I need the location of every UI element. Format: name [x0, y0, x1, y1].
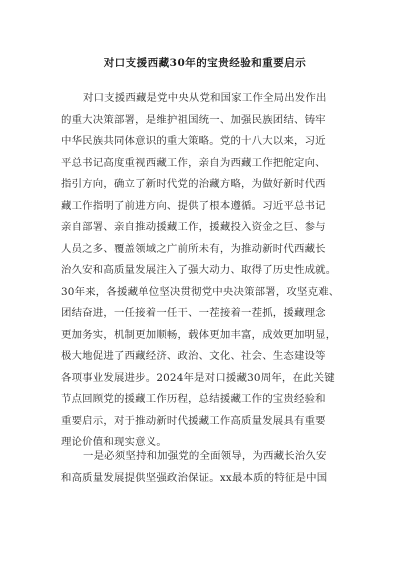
paragraph-line: 治久安和高质量发展注入了强大动力、取得了历史性成就。	[61, 264, 337, 276]
paragraph-line: 各项事业发展进步。2024年是对口援藏30周年，在此关键	[61, 371, 335, 384]
paragraph-1	[61, 88, 351, 454]
paragraph-line: 极大地促进了西藏经济、政治、文化、社会、生态建设等	[61, 350, 326, 362]
paragraph-line: 30年来，各援藏单位坚决贯彻党中央决策部署，攻坚克难、	[61, 285, 340, 298]
paragraph-line: 藏工作指明了前进方向、提供了根本遵循。习近平总书记	[61, 199, 326, 212]
paragraph-line: 重要启示，对于推动新时代援藏工作高质量发展具有重要	[61, 414, 326, 427]
paragraph-line: 平总书记高度重视西藏工作，亲自为西藏工作把舵定向、	[61, 156, 326, 169]
paragraph-line: 和高质量发展提供坚强政治保证。xx最本质的特征是中国	[61, 471, 328, 484]
paragraph-line: 团结奋进，一任接着一任干、一茬接着一茬抓，援藏理念	[61, 307, 326, 319]
paragraph-line: 更加务实，机制更加顺畅，载体更加丰富，成效更加明显，	[61, 328, 337, 341]
paragraph-line: 对口支援西藏是党中央从党和国家工作全局出发作出	[83, 92, 327, 104]
paragraph-line: 节点回顾党的援藏工作历程，总结援藏工作的宝贵经验和	[61, 393, 326, 405]
paragraph-line: 指引方向，确立了新时代党的治藏方略，为做好新时代西	[61, 178, 326, 190]
paragraph-line: 中华民族共同体意识的重大策略。党的十八大以来，习近	[61, 135, 326, 147]
document-title: 对口支援西藏30年的宝贵经验和重要启示	[103, 57, 307, 69]
paragraph-line: 理论价值和现实意义。	[61, 436, 167, 448]
paragraph-line: 人员之多、覆盖领域之广前所未有，为推动新时代西藏长	[61, 242, 326, 255]
paragraph-line: 亲自部署、亲自推动援藏工作，援藏投入资金之巨、参与	[61, 221, 326, 233]
paragraph-line: 的重大决策部署，是维护祖国统一、加强民族团结、铸牢	[61, 113, 326, 126]
paragraph-2	[61, 446, 351, 489]
paragraph-line: 一是必须坚持和加强党的全面领导，为西藏长治久安	[83, 450, 327, 462]
